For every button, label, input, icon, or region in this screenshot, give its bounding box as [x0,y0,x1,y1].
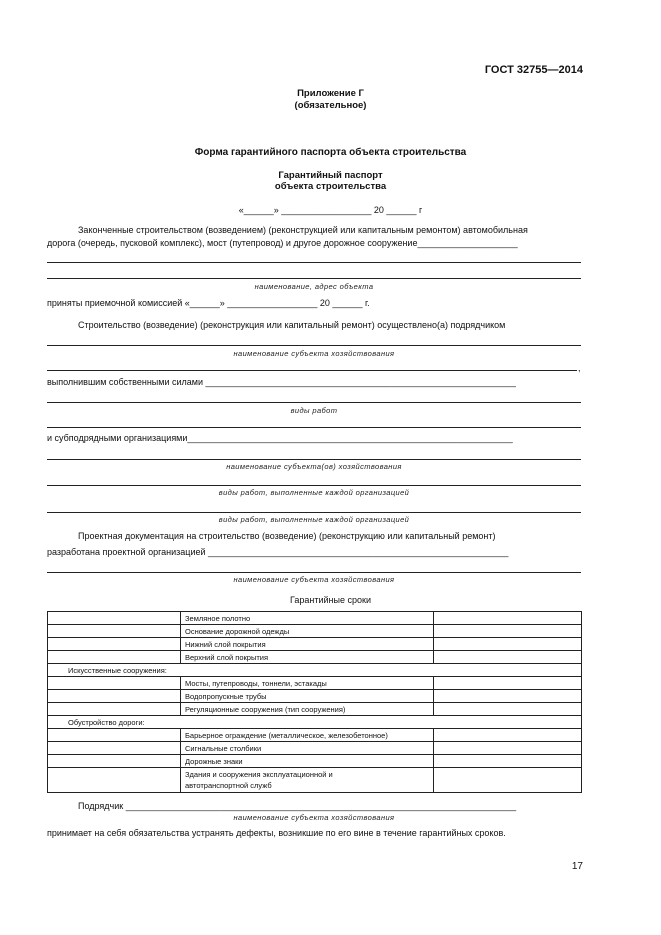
caption-entity1: наименование субъекта хозяйствования [233,349,395,358]
caption-object: наименование, адрес объекта [254,282,374,291]
table-row [48,755,582,768]
closing-text: принимает на себя обязательства устранять дефекты, возникшие по его вине в течение гарантийных сроков. [47,828,506,838]
warranty-term-cell[interactable] [434,729,582,742]
warranty-term-cell[interactable] [434,755,582,768]
own-forces-line: выполнившим собственными силами ______________________________________________________________ [47,377,516,387]
structure-element-cell: Нижний слой покрытия [181,638,434,651]
table-row [48,690,582,703]
table-row [48,664,582,677]
para1-line1: Законченные строительством (возведением) (реконструкцией или капитальным ремонтом) автомобильная [78,225,528,235]
structure-element-cell: Сигнальные столбики [181,742,434,755]
para3-line2: разработана проектной организацией ____________________________________________________________ [47,547,509,557]
passport-title: Гарантийный паспорт [278,170,383,181]
empty-cell [48,625,181,638]
table-row [48,716,582,729]
page-number: 17 [571,861,583,872]
table-row [48,625,582,638]
group-heading: Обустройство дороги: [48,716,582,729]
fill-line [47,427,581,428]
empty-cell [48,638,181,651]
structure-element-cell: Барьерное ограждение (металлическое, железобетонное) [181,729,434,742]
structure-element-cell: Регуляционные сооружения (тип сооружения) [181,703,434,716]
appendix-title: Приложение Г [297,88,364,99]
fill-line [47,572,581,573]
para1-line2: дорога (очередь, пусковой комплекс), мост (путепровод) и другое дорожное сооружение____________________ [47,238,518,248]
terms-title: Гарантийные сроки [290,595,371,605]
form-title: Форма гарантийного паспорта объекта строительства [194,147,467,158]
fill-line [47,402,581,403]
table-row [48,638,582,651]
empty-cell [48,612,181,625]
structure-element-cell: Верхний слой покрытия [181,651,434,664]
table-row [48,703,582,716]
fill-line [47,262,581,263]
date-line: «______» __________________ 20 ______ г [238,205,423,215]
warranty-term-cell[interactable] [434,703,582,716]
table-row [48,651,582,664]
structure-element-cell: Дорожные знаки [181,755,434,768]
para3-line1: Проектная документация на строительство (возведение) (реконструкцию или капитальный ремонт) [78,531,496,541]
structure-element-cell: Водопропускные трубы [181,690,434,703]
warranty-term-cell[interactable] [434,677,582,690]
comma: , [578,363,581,373]
para2: Строительство (возведение) (реконструкция или капитальный ремонт) осуществлено(а) подрядчиком [78,320,506,330]
table-row [48,768,582,793]
caption-works-each: виды работ, выполненные каждой организацией [218,515,410,524]
subcontractors-line: и субподрядными организациями_________________________________________________________________ [47,433,513,443]
fill-line [47,485,581,486]
appendix-note: (обязательное) [294,100,367,111]
fill-line [47,512,581,513]
warranty-terms-table [47,611,582,793]
empty-cell [48,755,181,768]
fill-line [47,278,581,279]
table-row [48,677,582,690]
accepted-line: приняты приемочной комиссией «______» __________________ 20 ______ г. [47,298,370,308]
warranty-term-cell[interactable] [434,768,582,793]
table-row [48,729,582,742]
caption-entity3: наименование субъекта хозяйствования [233,813,395,822]
table-row [48,612,582,625]
caption-entities: наименование субъекта(ов) хозяйствования [226,462,402,471]
empty-cell [48,651,181,664]
warranty-term-cell[interactable] [434,690,582,703]
structure-element-cell: Здания и сооружения эксплуатационной и автотранспортной служб [181,768,434,793]
contractor-line: Подрядчик ______________________________________________________________________________ [78,801,517,811]
empty-cell [48,690,181,703]
structure-element-cell: Основание дорожной одежды [181,625,434,638]
empty-cell [48,729,181,742]
empty-cell [48,677,181,690]
standard-number: ГОСТ 32755—2014 [484,64,583,76]
warranty-term-cell[interactable] [434,742,582,755]
warranty-term-cell[interactable] [434,651,582,664]
table-row [48,742,582,755]
warranty-term-cell[interactable] [434,625,582,638]
warranty-term-cell[interactable] [434,612,582,625]
passport-subtitle: объекта строительства [274,181,387,192]
fill-line [47,345,581,346]
group-heading: Искусственные сооружения: [48,664,582,677]
caption-entity2: наименование субъекта хозяйствования [233,575,395,584]
empty-cell [48,703,181,716]
empty-cell [48,742,181,755]
warranty-term-cell[interactable] [434,638,582,651]
fill-line [47,370,577,371]
caption-works: виды работ [290,406,338,415]
structure-element-cell: Земляное полотно [181,612,434,625]
empty-cell [48,768,181,793]
caption-works-each: виды работ, выполненные каждой организацией [218,488,410,497]
fill-line [47,459,581,460]
structure-element-cell: Мосты, путепроводы, тоннели, эстакады [181,677,434,690]
